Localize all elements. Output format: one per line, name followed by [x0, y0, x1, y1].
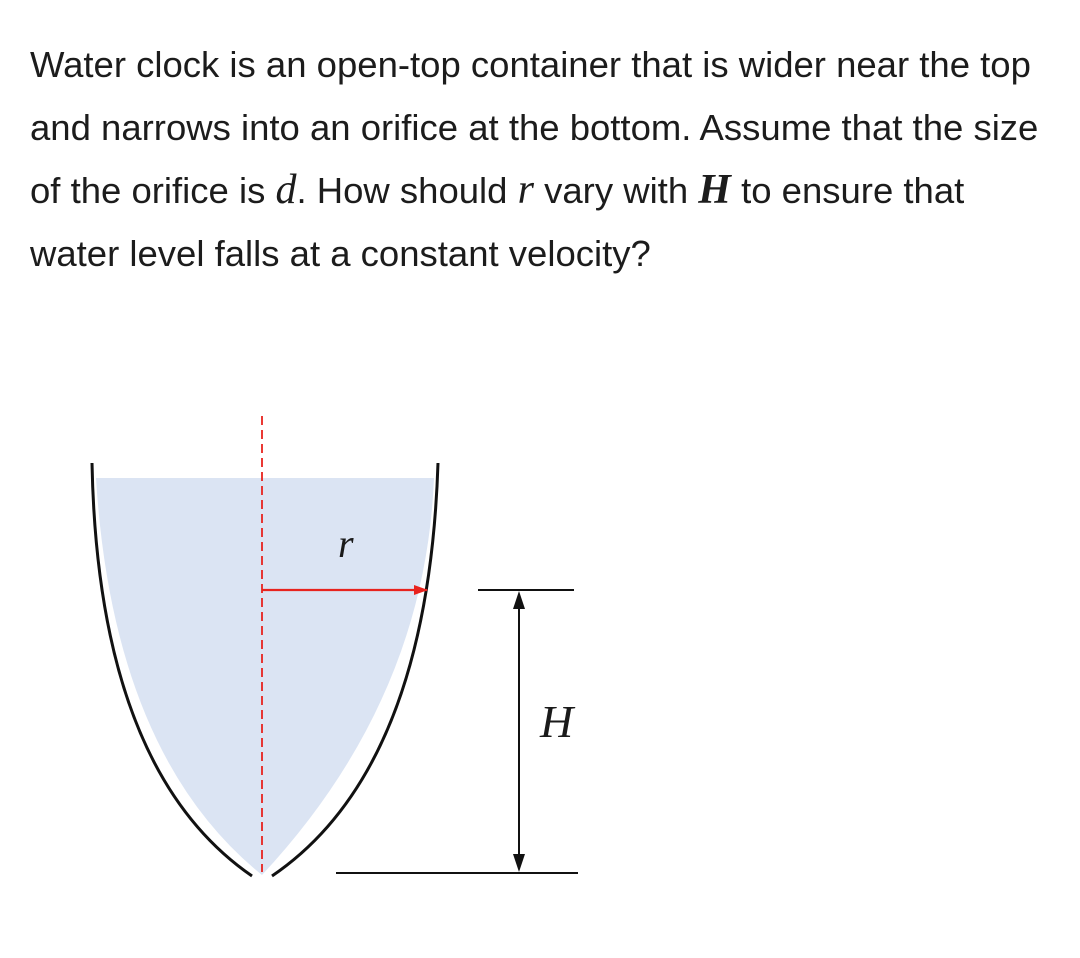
- height-arrow-down: [513, 854, 525, 872]
- water-fill: [96, 478, 434, 875]
- label-r: r: [338, 521, 354, 566]
- question-part-1: Water clock is an open-top container that is wider near the top and narrows into an orifice at the bottom. Assume that the size of the orifice is: [30, 44, 1039, 211]
- question-part-2: . How should: [296, 170, 518, 211]
- label-H: H: [540, 696, 574, 747]
- height-arrow-up: [513, 591, 525, 609]
- question-part-4: to ensure that water level falls at a constant velocity?: [30, 170, 965, 274]
- variable-r: r: [517, 167, 534, 213]
- question-part-3: vary with: [533, 170, 699, 211]
- variable-d: d: [275, 167, 297, 213]
- variable-H: H: [698, 167, 731, 213]
